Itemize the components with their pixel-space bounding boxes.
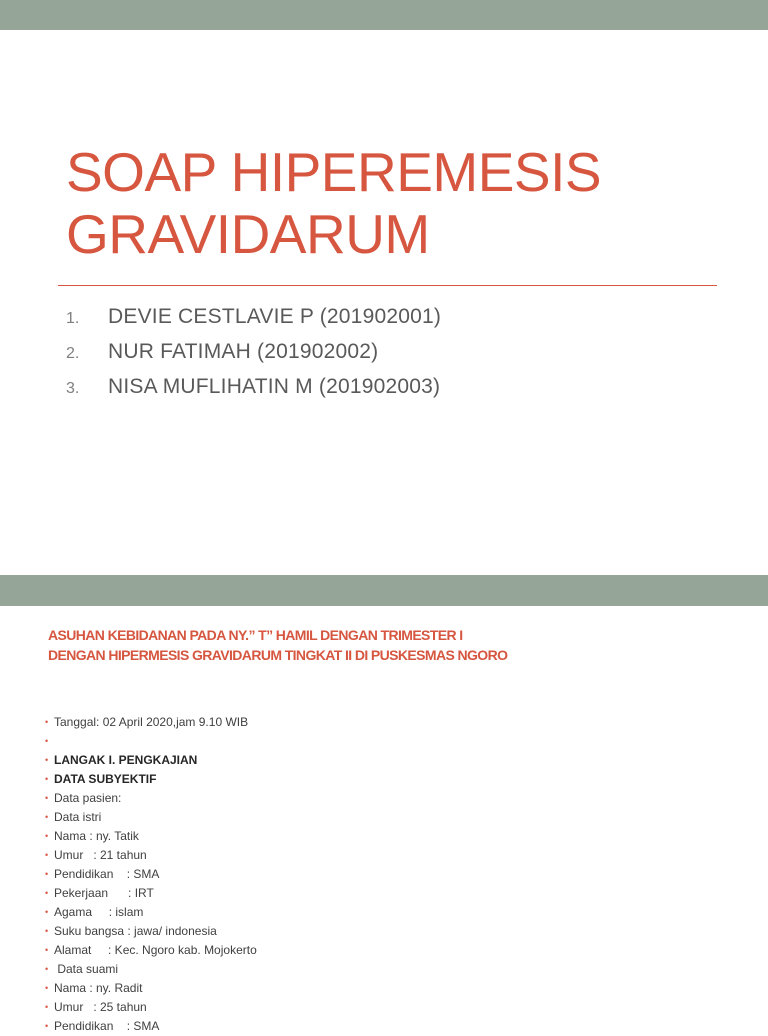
bullet-text: Umur : 21 tahun [54,848,147,862]
bullet-item [45,770,257,789]
bullet-icon: • [45,717,49,727]
title-underline [58,285,717,286]
bullet-icon: • [45,945,49,955]
member-number: 3. [66,380,80,397]
bullet-icon: • [45,831,49,841]
bullet-icon: • [45,812,49,822]
bullet-item [45,1017,257,1036]
bullet-icon: • [45,888,49,898]
bullet-text: Agama : islam [54,905,144,919]
title-line-2: GRAVIDARUM [66,203,430,265]
bullet-text: Alamat : Kec. Ngoro kab. Mojokerto [54,943,257,957]
bullet-text: DATA SUBYEKTIF [54,772,157,786]
bullet-item [45,941,257,960]
bullet-item [45,789,257,808]
bullet-item [45,884,257,903]
bullet-text: Pendidikan : SMA [54,1019,160,1033]
bullet-icon: • [45,755,49,765]
heading-line-2: DENGAN HIPERMESIS GRAVIDARUM TINGKAT II DI PUSKESMAS NGORO [48,647,508,663]
slide-separator-band [0,575,768,606]
bullet-text: Pendidikan : SMA [54,867,160,881]
bullet-icon: • [45,907,49,917]
bullet-item [45,998,257,1017]
member-list [66,299,441,404]
member-item [66,334,441,369]
title-slide [0,30,768,575]
bullet-icon: • [45,774,49,784]
member-name: NISA MUFLIHATIN M (201902003) [108,375,441,398]
bullet-item [45,865,257,884]
bullet-icon: • [45,736,49,746]
bullet-text: Nama : ny. Radit [54,981,143,995]
bullet-text: Data suami [54,962,119,976]
bullet-text: Nama : ny. Tatik [54,829,139,843]
bullet-item [45,732,257,751]
bullet-text: Pekerjaan : IRT [54,886,154,900]
member-name: NUR FATIMAH (201902002) [108,340,379,363]
bullet-item [45,713,257,732]
bullet-icon: • [45,850,49,860]
bullet-text: Suku bangsa : jawa/ indonesia [54,924,217,938]
member-item [66,299,441,334]
bullet-item [45,979,257,998]
bullet-list [45,713,257,1036]
bullet-item [45,960,257,979]
bullet-item [45,903,257,922]
bullet-item [45,846,257,865]
bullet-item [45,922,257,941]
bullet-icon: • [45,1002,49,1012]
bullet-text: Data pasien: [54,791,122,805]
bullet-icon: • [45,793,49,803]
bullet-icon: • [45,869,49,879]
slide-title [66,141,726,265]
bullet-icon: • [45,926,49,936]
member-item [66,369,441,404]
bullet-icon: • [45,1021,49,1031]
bullet-item [45,808,257,827]
bullet-item [45,751,257,770]
content-slide [0,606,768,1033]
member-name: DEVIE CESTLAVIE P (201902001) [108,305,442,328]
member-number: 2. [66,345,80,362]
top-divider-band [0,0,768,30]
member-number: 1. [66,310,80,327]
bullet-icon: • [45,983,49,993]
slide-heading [48,625,507,665]
bullet-icon: • [45,964,49,974]
bullet-item [45,827,257,846]
title-line-1: SOAP HIPEREMESIS [66,141,602,203]
bullet-text: Data istri [54,810,102,824]
bullet-text: Tanggal: 02 April 2020,jam 9.10 WIB [54,715,249,729]
bullet-text: Umur : 25 tahun [54,1000,147,1014]
bullet-text: LANGAK I. PENGKAJIAN [54,753,198,767]
heading-line-1: ASUHAN KEBIDANAN PADA NY.” T” HAMIL DENGAN TRIMESTER I [48,627,463,643]
